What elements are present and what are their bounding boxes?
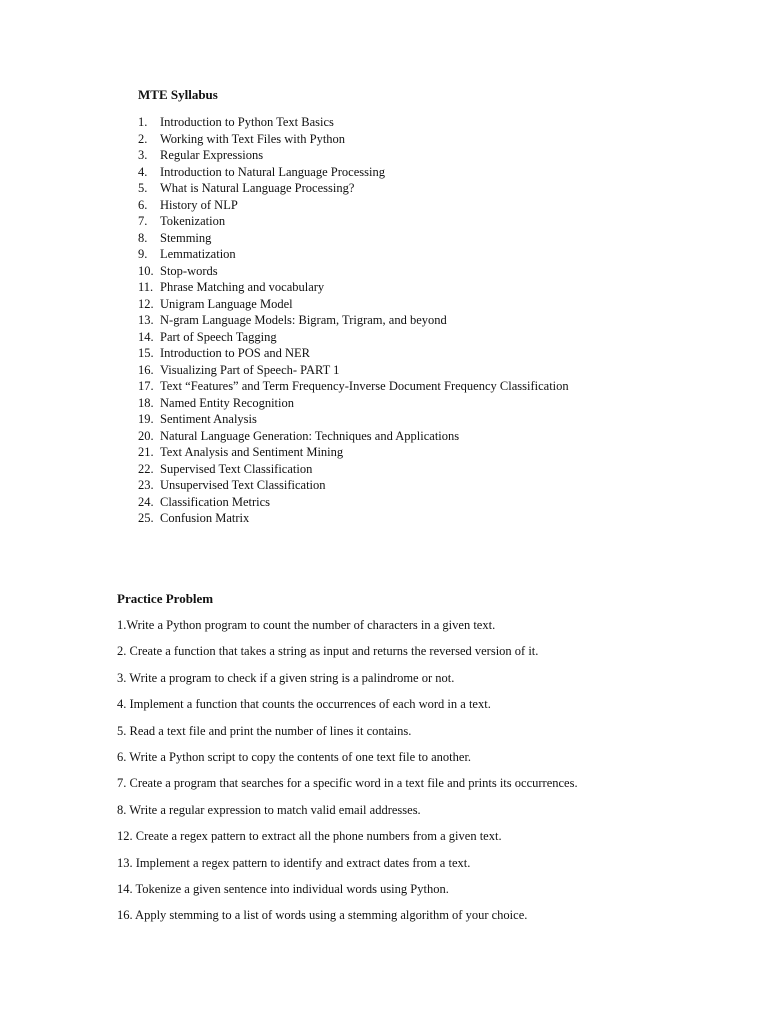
syllabus-item-number: 22. [138,461,154,476]
syllabus-item-text: Sentiment Analysis [160,412,257,426]
practice-problem-item: 4. Implement a function that counts the occurrences of each word in a text. [117,697,491,712]
syllabus-item-text: Part of Speech Tagging [160,329,277,344]
syllabus-item-text: Text Analysis and Sentiment Mining [160,445,344,459]
syllabus-item-number: 23. [138,478,154,492]
syllabus-item-text: Unsupervised Text Classification [160,478,326,492]
syllabus-item-number: 17. [138,379,154,393]
syllabus-item-number: 4. [138,164,148,179]
syllabus-item [138,329,569,346]
syllabus-item-text: Tokenization [160,214,226,228]
syllabus-item [138,131,569,148]
syllabus-item [138,494,569,511]
syllabus-item [138,263,569,280]
syllabus-item-number: 21. [138,445,154,459]
syllabus-item-number: 15. [138,346,154,360]
syllabus-item-text: Introduction to Natural Language Processing [160,164,385,179]
syllabus-item-text: Introduction to Python Text Basics [160,115,334,129]
practice-problem-item: 7. Create a program that searches for a specific word in a text file and prints its occurrences. [117,776,578,791]
syllabus-item-number: 7. [138,214,148,228]
practice-problem-item: 16. Apply stemming to a list of words using a stemming algorithm of your choice. [117,908,528,923]
syllabus-item-number: 6. [138,197,148,212]
syllabus-item-text: Natural Language Generation: Techniques and Applications [160,428,460,443]
syllabus-item [138,164,569,181]
practice-problem-item: 5. Read a text file and print the number of lines it contains. [117,723,412,738]
syllabus-item [138,362,569,379]
syllabus-item-text: History of NLP [160,197,238,212]
practice-problem-item: 2. Create a function that takes a string as input and returns the reversed version of it. [117,644,539,659]
practice-problem-item: 8. Write a regular expression to match valid email addresses. [117,802,421,817]
syllabus-item-number: 16. [138,362,154,377]
syllabus-item-number: 14. [138,329,154,344]
syllabus-item-number: 3. [138,148,148,162]
syllabus-item [138,428,569,445]
syllabus-item [138,477,569,494]
syllabus-item [138,180,569,197]
syllabus-item-text: Unigram Language Model [160,296,293,311]
syllabus-item-number: 13. [138,313,154,327]
syllabus-item [138,312,569,329]
syllabus-item-number: 11. [138,280,154,294]
syllabus-heading: MTE Syllabus [138,87,218,102]
syllabus-item [138,296,569,313]
practice-problem-item: 13. Implement a regex pattern to identify and extract dates from a text. [117,855,471,870]
syllabus-item-number: 12. [138,296,154,311]
syllabus-item-text: Supervised Text Classification [160,461,313,476]
syllabus-item-text: Stop-words [160,263,218,278]
syllabus-item [138,147,569,164]
syllabus-item-text: Phrase Matching and vocabulary [160,280,325,294]
syllabus-item-text: Introduction to POS and NER [160,346,310,360]
syllabus-item [138,279,569,296]
syllabus-item [138,444,569,461]
syllabus-item-text: What is Natural Language Processing? [160,181,355,195]
syllabus-item-number: 20. [138,428,154,443]
syllabus-item-text: Working with Text Files with Python [160,131,346,146]
syllabus-item-number: 1. [138,115,148,129]
syllabus-item-text: Visualizing Part of Speech- PART 1 [160,362,340,377]
syllabus-item-number: 9. [138,247,148,261]
syllabus-item-number: 2. [138,131,148,146]
practice-problem-item: 1.Write a Python program to count the number of characters in a given text. [117,618,496,632]
syllabus-item-text: Confusion Matrix [160,511,250,525]
syllabus-item-text: Named Entity Recognition [160,395,295,410]
syllabus-item-number: 19. [138,412,154,426]
syllabus-item-number: 10. [138,263,154,278]
syllabus-item [138,411,569,428]
syllabus-item [138,197,569,214]
syllabus-item-text: Lemmatization [160,247,236,261]
syllabus-item-number: 18. [138,395,154,410]
syllabus-item-number: 5. [138,181,148,195]
syllabus-item-number: 25. [138,511,154,525]
syllabus-item [138,213,569,230]
syllabus-item [138,246,569,263]
practice-problem-item: 6. Write a Python script to copy the contents of one text file to another. [117,749,472,764]
syllabus-item-text: Text “Features” and Term Frequency-Inverse Document Frequency Classification [160,379,569,393]
syllabus-item-number: 24. [138,494,154,509]
syllabus-item-number: 8. [138,230,148,245]
syllabus-item-text: Regular Expressions [160,148,264,162]
syllabus-item-text: Stemming [160,230,212,245]
syllabus-item [138,114,569,131]
syllabus-item [138,378,569,395]
practice-problem-item: 14. Tokenize a given sentence into individual words using Python. [117,881,449,896]
syllabus-item [138,345,569,362]
syllabus-item [138,461,569,478]
syllabus-item [138,510,569,527]
syllabus-list [138,114,569,527]
syllabus-item-text: Classification Metrics [160,494,271,509]
practice-problem-list [117,617,578,934]
practice-problem-item: 3. Write a program to check if a given string is a palindrome or not. [117,670,455,685]
syllabus-item [138,230,569,247]
practice-problem-item: 12. Create a regex pattern to extract all the phone numbers from a given text. [117,829,502,844]
syllabus-item [138,395,569,412]
practice-heading: Practice Problem [117,591,214,606]
syllabus-item-text: N-gram Language Models: Bigram, Trigram, and beyond [160,313,447,327]
